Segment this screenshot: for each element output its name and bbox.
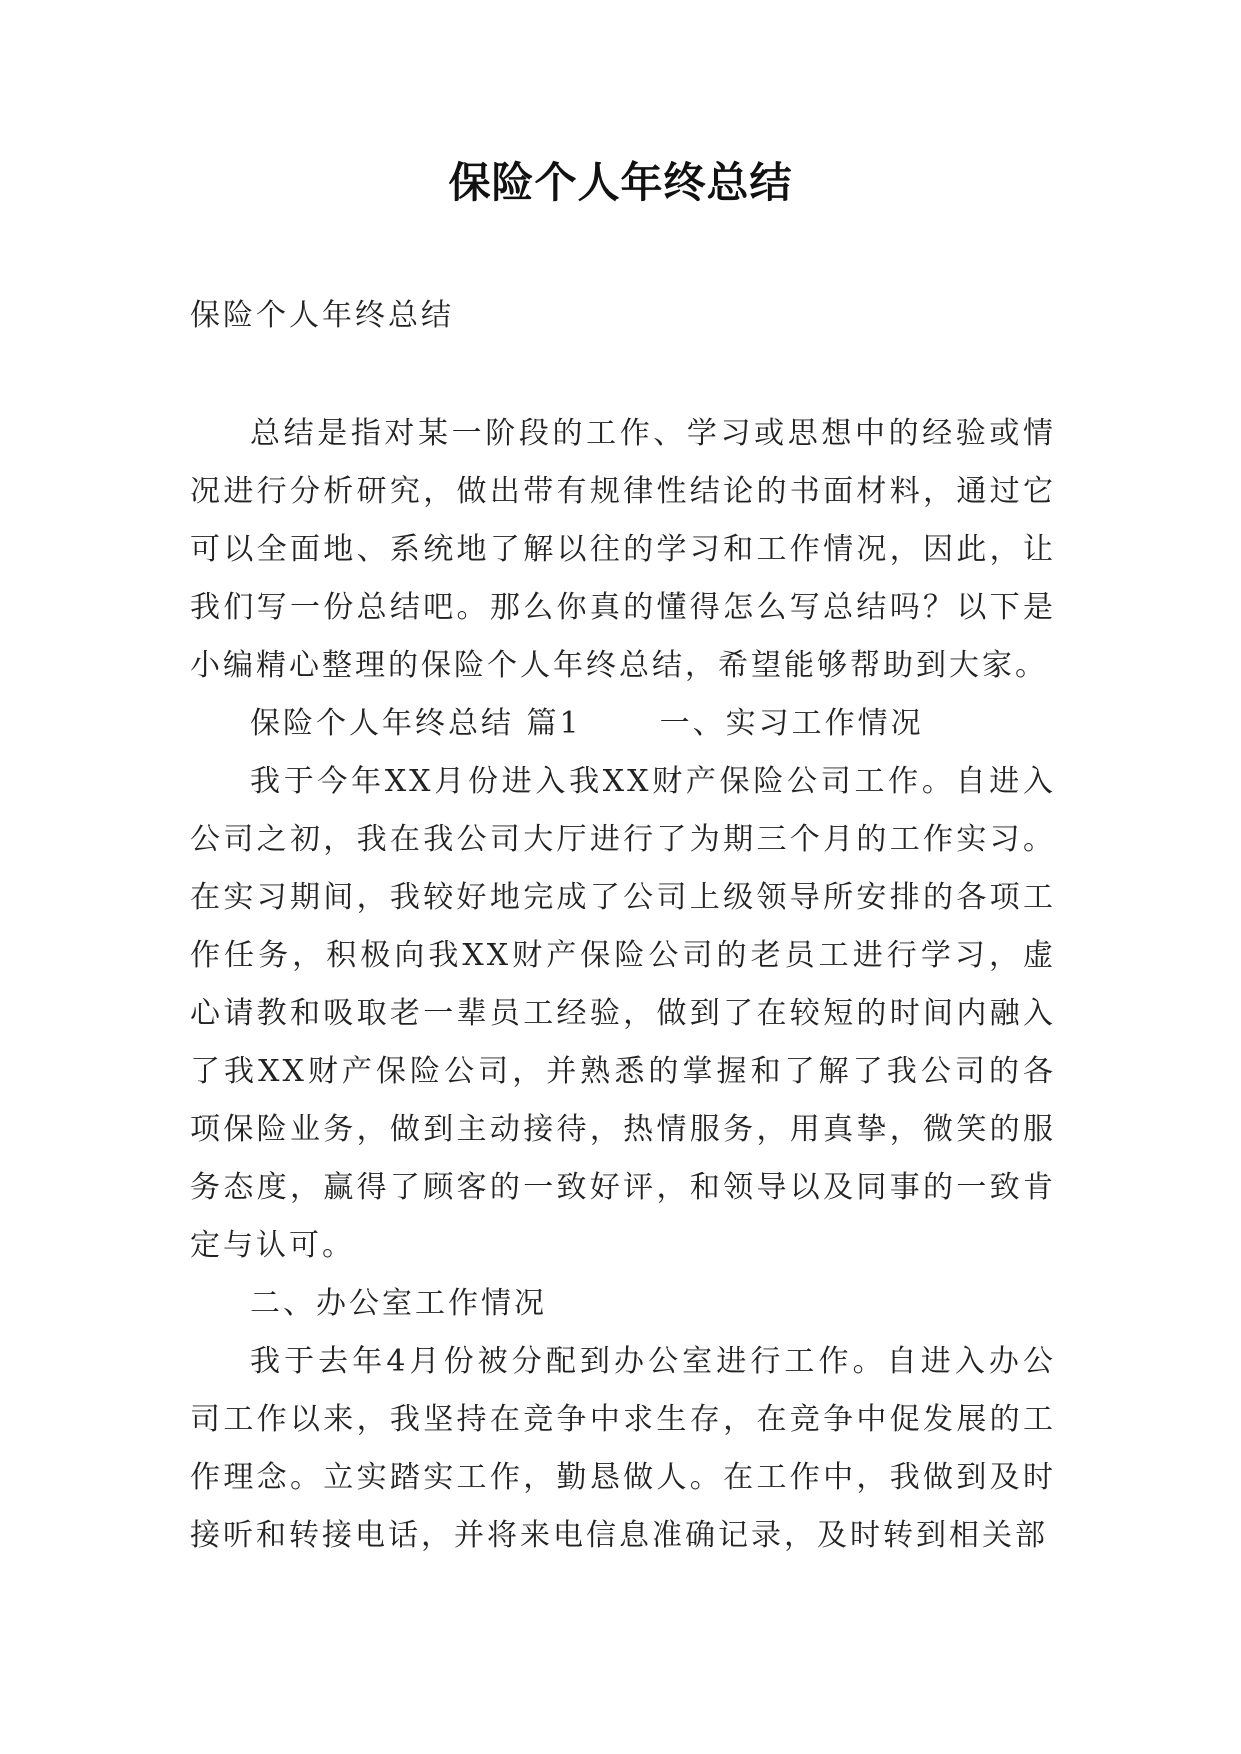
section2-heading: 二、办公室工作情况 (250, 1286, 547, 1321)
document-subtitle: 保险个人年终总结 (190, 298, 454, 333)
section2-paragraph: 我于去年4月份被分配到办公室进行工作。自进入办公司工作以来，我坚持在竞争中求生存，在竞争中促发展的工作理念。立实踏实工作，勤恳做人。在工作中，我做到及时接听和转接电话，并将来电信息准确记录，及时转到相关部 (190, 1344, 1056, 1553)
document-title: 保险个人年终总结 (448, 158, 793, 207)
section1-heading: 一、实习工作情况 (659, 706, 924, 741)
chapter-label: 保险个人年终总结 篇1 (250, 706, 582, 741)
intro-paragraph: 总结是指对某一阶段的工作、学习或思想中的经验或情况进行分析研究，做出带有规律性结论的书面材料，通过它可以全面地、系统地了解以往的学习和工作情况，因此，让我们写一份总结吧。那么你真的懂得怎么写总结吗？以下是小编精心整理的保险个人年终总结，希望能够帮助到大家。 (190, 416, 1056, 683)
section1-paragraph: 我于今年XX月份进入我XX财产保险公司工作。自进入公司之初，我在我公司大厅进行了为期三个月的工作实习。在实习期间，我较好地完成了公司上级领导所安排的各项工作任务，积极向我XX财产保险公司的老员工进行学习，虚心请教和吸取老一辈员工经验，做到了在较短的时间内融入了我XX财产保险公司，并熟悉的掌握和了解了我公司的各项保险业务，做到主动接待，热情服务，用真挚，微笑的服务态度，赢得了顾客的一致好评，和领导以及同事的一致肯定与认可。 (190, 764, 1056, 1263)
chapter-heading-line (190, 695, 1056, 753)
document-body (190, 405, 1056, 1565)
